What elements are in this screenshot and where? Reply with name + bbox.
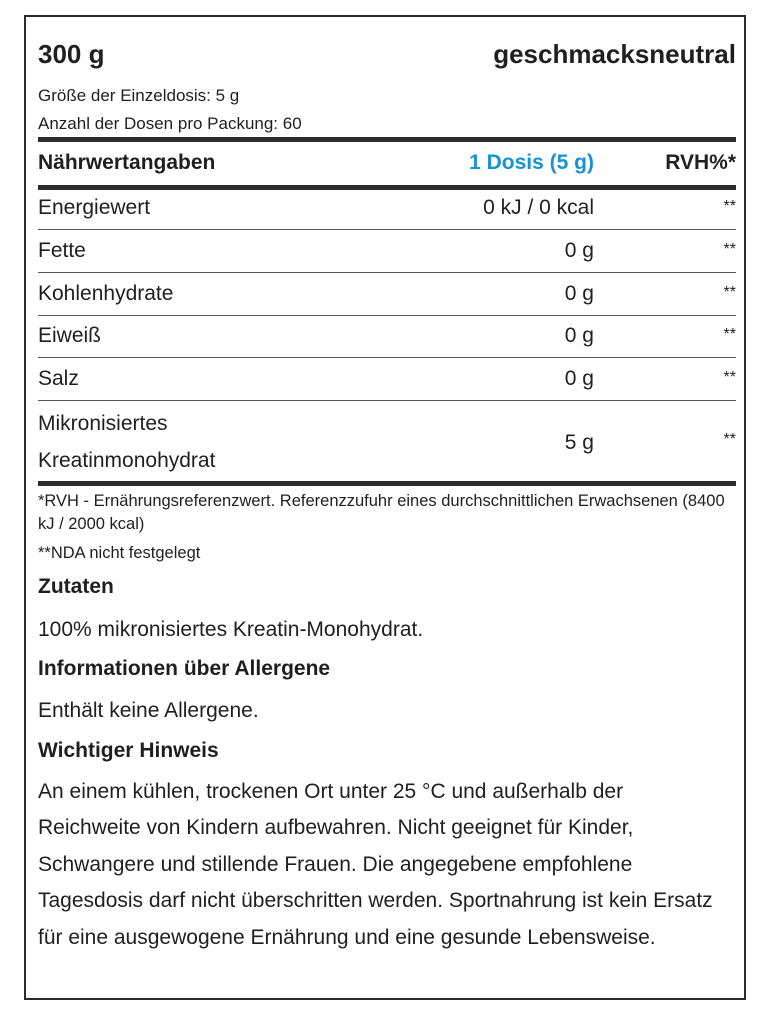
serving-size: Größe der Einzeldosis: 5 g [38,86,240,105]
nutrient-name-continued: Kreatinmonohydrat [38,449,216,472]
nutrient-rvh: ** [723,369,736,386]
nutrient-name: Salz [38,367,79,390]
nda-footnote: **NDA nicht festgelegt [38,544,201,562]
nutrient-rvh: ** [723,431,736,448]
nutrient-amount: 0 g [564,324,594,347]
notice-text: An einem kühlen, trockenen Ort unter 25 °C und außerhalb der Reichweite von Kindern aufbewahren. Nicht geeignet für Kinder, Schwangere und stillende Frauen. Die angegebene empfohlene Tagesdosis darf nicht überschritten werden. Sportnahrung ist kein Ersatz für eine ausgewogene Ernährung und eine gesunde Lebensweise. [38,780,713,949]
notice-title: Wichtiger Hinweis [38,739,219,762]
divider-thin [38,315,736,316]
divider-thick [38,481,736,486]
nutrient-amount: 5 g [564,431,594,454]
allergens-text: Enthält keine Allergene. [38,699,259,722]
nutrient-amount: 0 kJ / 0 kcal [483,196,594,219]
nutrient-name: Mikronisiertes [38,412,168,435]
nutrient-name: Eiweiß [38,324,102,347]
label-header [38,39,736,71]
allergens-title: Informationen über Allergene [38,657,331,680]
column-header-rvh: RVH%* [665,151,736,174]
servings-per-package: Anzahl der Dosen pro Packung: 60 [38,114,302,133]
rvh-footnote: *RVH - Ernährungsreferenzwert. Referenzzufuhr eines durchschnittlichen Erwachsenen (8400 kJ / 2000 kcal) [38,492,725,533]
nutrient-rvh: ** [723,198,736,215]
column-header-amount: 1 Dosis (5 g) [469,151,594,174]
nutrient-amount: 0 g [564,239,594,262]
ingredients-text: 100% mikronisiertes Kreatin-Monohydrat. [38,618,424,641]
column-header-name: Nährwertangaben [38,151,216,174]
nutrient-rvh: ** [723,326,736,343]
flavor: geschmacksneutral [493,39,736,69]
nutrient-amount: 0 g [564,282,594,305]
divider-thin [38,272,736,273]
nutrient-rvh: ** [723,241,736,258]
divider-thick [38,137,736,142]
divider-thick [38,185,736,190]
nutrient-rvh: ** [723,284,736,301]
divider-thin [38,229,736,230]
ingredients-title: Zutaten [38,575,114,598]
nutrient-name: Energiewert [38,196,151,219]
divider-thin [38,400,736,401]
nutrient-amount: 0 g [564,367,594,390]
divider-thin [38,357,736,358]
package-size: 300 g [38,39,105,69]
nutrient-name: Kohlenhydrate [38,282,174,305]
table-row [38,412,736,492]
nutrition-label [24,15,746,1000]
nutrient-name: Fette [38,239,86,262]
